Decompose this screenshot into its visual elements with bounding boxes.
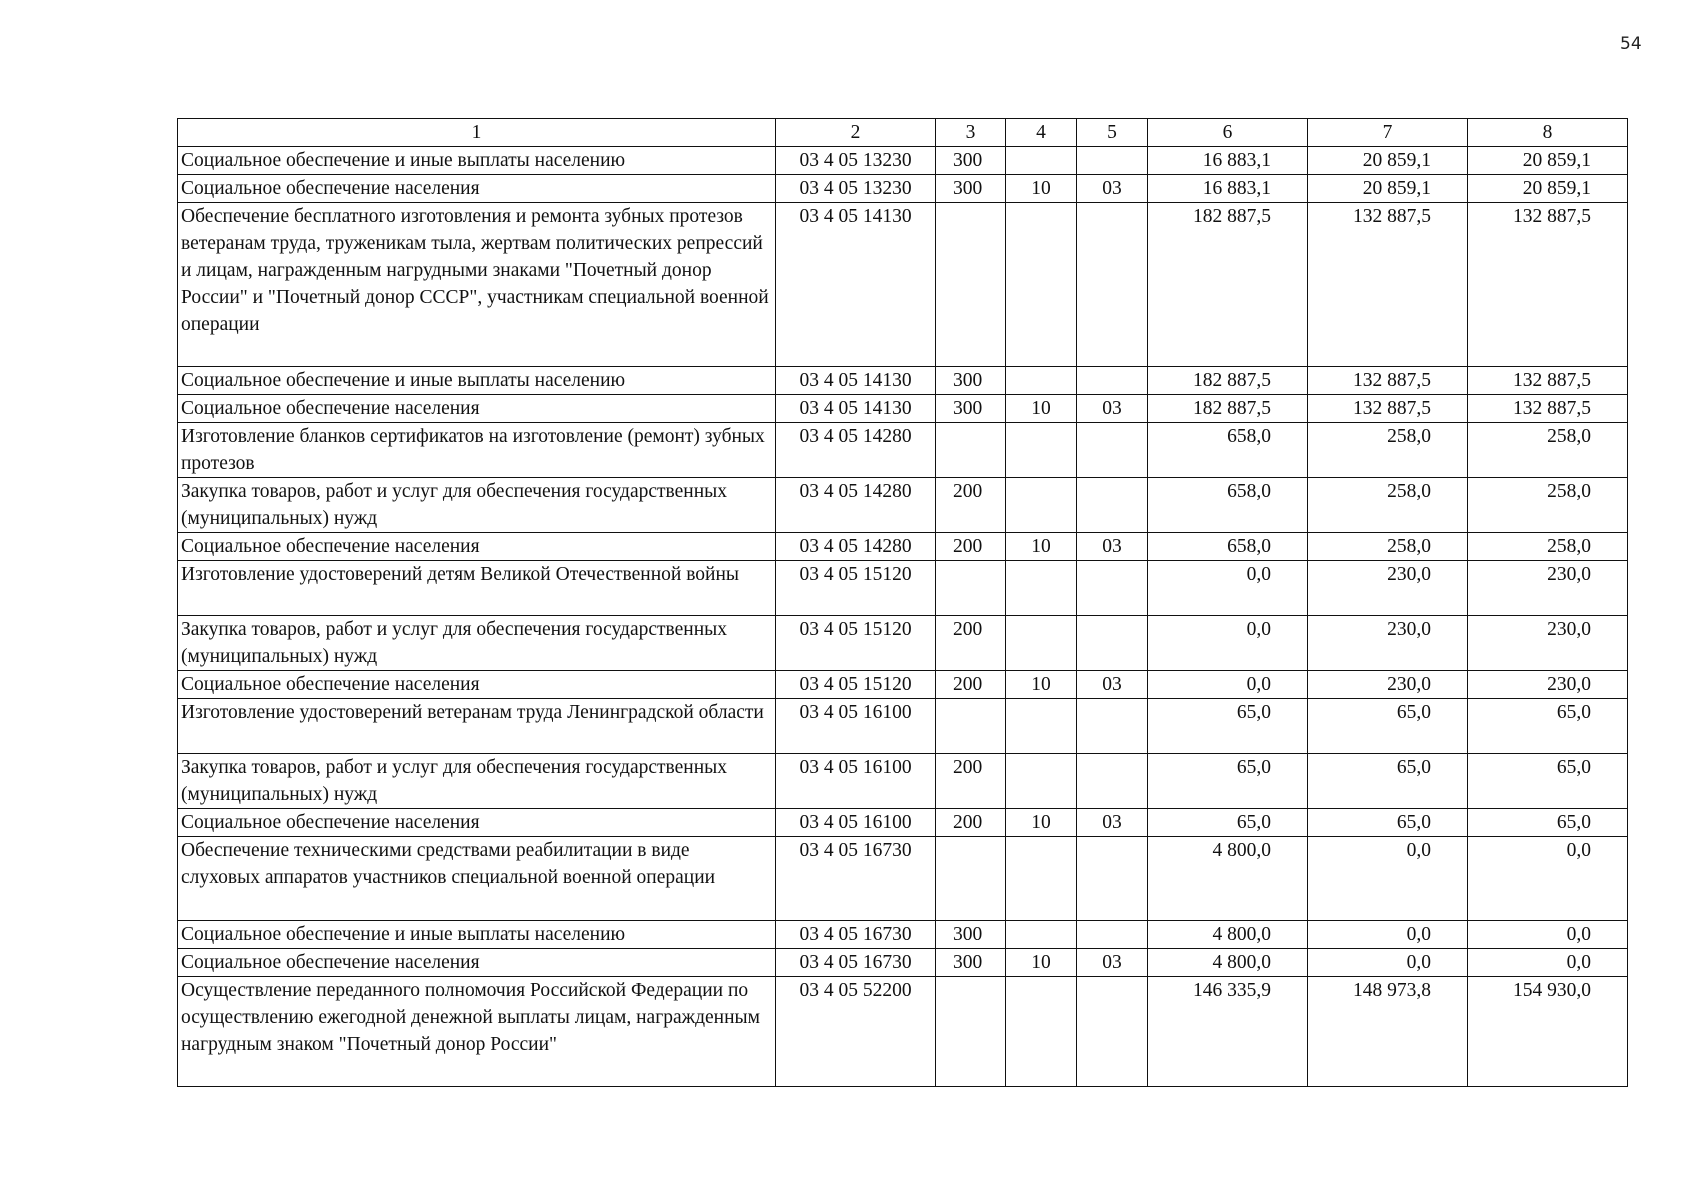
row-value-col6: 65,0 bbox=[1148, 754, 1308, 809]
row-name: Социальное обеспечение и иные выплаты населению bbox=[178, 921, 776, 949]
row-code: 03 4 05 14280 bbox=[776, 533, 936, 561]
row-pr: 03 bbox=[1077, 175, 1148, 203]
row-pr: 03 bbox=[1077, 809, 1148, 837]
row-value-col6: 182 887,5 bbox=[1148, 367, 1308, 395]
row-code: 03 4 05 16100 bbox=[776, 809, 936, 837]
header-cell: 6 bbox=[1148, 119, 1308, 147]
row-value-col8: 65,0 bbox=[1468, 699, 1628, 754]
row-code: 03 4 05 14280 bbox=[776, 478, 936, 533]
row-vr bbox=[936, 977, 1006, 1087]
row-code: 03 4 05 16730 bbox=[776, 837, 936, 921]
row-pr bbox=[1077, 977, 1148, 1087]
row-name: Социальное обеспечение и иные выплаты населению bbox=[178, 367, 776, 395]
row-code: 03 4 05 16730 bbox=[776, 949, 936, 977]
row-value-col7: 0,0 bbox=[1308, 949, 1468, 977]
row-rz: 10 bbox=[1006, 175, 1077, 203]
row-value-col6: 16 883,1 bbox=[1148, 175, 1308, 203]
row-name: Изготовление удостоверений ветеранам труда Ленинградской области bbox=[178, 699, 776, 754]
row-value-col6: 182 887,5 bbox=[1148, 203, 1308, 367]
table-row bbox=[178, 395, 1628, 423]
row-value-col6: 65,0 bbox=[1148, 809, 1308, 837]
row-value-col7: 0,0 bbox=[1308, 837, 1468, 921]
row-name: Изготовление удостоверений детям Великой Отечественной войны bbox=[178, 561, 776, 616]
row-value-col6: 0,0 bbox=[1148, 671, 1308, 699]
row-value-col6: 65,0 bbox=[1148, 699, 1308, 754]
row-value-col7: 20 859,1 bbox=[1308, 175, 1468, 203]
table-row bbox=[178, 921, 1628, 949]
header-cell: 4 bbox=[1006, 119, 1077, 147]
row-rz bbox=[1006, 203, 1077, 367]
row-value-col7: 132 887,5 bbox=[1308, 367, 1468, 395]
row-value-col8: 20 859,1 bbox=[1468, 147, 1628, 175]
row-value-col7: 230,0 bbox=[1308, 561, 1468, 616]
row-rz: 10 bbox=[1006, 671, 1077, 699]
row-rz bbox=[1006, 754, 1077, 809]
row-value-col6: 16 883,1 bbox=[1148, 147, 1308, 175]
table-row bbox=[178, 949, 1628, 977]
table-row bbox=[178, 533, 1628, 561]
table-row bbox=[178, 561, 1628, 616]
row-rz bbox=[1006, 921, 1077, 949]
row-name: Социальное обеспечение населения bbox=[178, 671, 776, 699]
table-row bbox=[178, 203, 1628, 367]
row-value-col6: 658,0 bbox=[1148, 478, 1308, 533]
row-name: Социальное обеспечение и иные выплаты населению bbox=[178, 147, 776, 175]
row-name: Изготовление бланков сертификатов на изготовление (ремонт) зубных протезов bbox=[178, 423, 776, 478]
table-row bbox=[178, 977, 1628, 1087]
row-code: 03 4 05 14130 bbox=[776, 395, 936, 423]
row-code: 03 4 05 16100 bbox=[776, 754, 936, 809]
row-code: 03 4 05 15120 bbox=[776, 561, 936, 616]
row-value-col8: 132 887,5 bbox=[1468, 203, 1628, 367]
row-code: 03 4 05 14130 bbox=[776, 367, 936, 395]
row-vr bbox=[936, 561, 1006, 616]
row-value-col7: 20 859,1 bbox=[1308, 147, 1468, 175]
row-vr bbox=[936, 837, 1006, 921]
row-value-col7: 65,0 bbox=[1308, 754, 1468, 809]
row-value-col8: 258,0 bbox=[1468, 478, 1628, 533]
row-pr: 03 bbox=[1077, 949, 1148, 977]
row-value-col6: 658,0 bbox=[1148, 423, 1308, 478]
row-rz bbox=[1006, 699, 1077, 754]
row-value-col7: 258,0 bbox=[1308, 533, 1468, 561]
row-value-col8: 258,0 bbox=[1468, 423, 1628, 478]
header-cell: 5 bbox=[1077, 119, 1148, 147]
row-value-col7: 65,0 bbox=[1308, 809, 1468, 837]
row-pr bbox=[1077, 561, 1148, 616]
row-value-col7: 132 887,5 bbox=[1308, 203, 1468, 367]
table-row bbox=[178, 754, 1628, 809]
row-name: Обеспечение техническими средствами реабилитации в виде слуховых аппаратов участников специальной военной операции bbox=[178, 837, 776, 921]
row-code: 03 4 05 14280 bbox=[776, 423, 936, 478]
row-value-col6: 0,0 bbox=[1148, 561, 1308, 616]
row-pr bbox=[1077, 837, 1148, 921]
row-code: 03 4 05 52200 bbox=[776, 977, 936, 1087]
row-name: Закупка товаров, работ и услуг для обеспечения государственных (муниципальных) нужд bbox=[178, 478, 776, 533]
row-code: 03 4 05 16730 bbox=[776, 921, 936, 949]
row-vr: 200 bbox=[936, 533, 1006, 561]
row-rz bbox=[1006, 147, 1077, 175]
row-vr: 300 bbox=[936, 147, 1006, 175]
table-row bbox=[178, 423, 1628, 478]
page-number: 54 bbox=[1620, 34, 1642, 54]
table-row bbox=[178, 147, 1628, 175]
row-rz bbox=[1006, 423, 1077, 478]
row-pr bbox=[1077, 754, 1148, 809]
row-vr: 200 bbox=[936, 478, 1006, 533]
row-vr: 200 bbox=[936, 809, 1006, 837]
row-vr: 300 bbox=[936, 921, 1006, 949]
row-rz bbox=[1006, 367, 1077, 395]
row-pr bbox=[1077, 423, 1148, 478]
row-vr bbox=[936, 423, 1006, 478]
table-header-row bbox=[178, 119, 1628, 147]
row-rz bbox=[1006, 837, 1077, 921]
row-pr bbox=[1077, 147, 1148, 175]
row-rz bbox=[1006, 561, 1077, 616]
row-value-col8: 0,0 bbox=[1468, 949, 1628, 977]
row-value-col7: 230,0 bbox=[1308, 616, 1468, 671]
header-cell: 8 bbox=[1468, 119, 1628, 147]
row-code: 03 4 05 15120 bbox=[776, 671, 936, 699]
row-name: Закупка товаров, работ и услуг для обеспечения государственных (муниципальных) нужд bbox=[178, 616, 776, 671]
row-value-col8: 65,0 bbox=[1468, 754, 1628, 809]
row-code: 03 4 05 16100 bbox=[776, 699, 936, 754]
table-row bbox=[178, 699, 1628, 754]
row-value-col7: 258,0 bbox=[1308, 478, 1468, 533]
table-row bbox=[178, 671, 1628, 699]
row-vr: 200 bbox=[936, 754, 1006, 809]
row-value-col8: 132 887,5 bbox=[1468, 395, 1628, 423]
row-pr bbox=[1077, 367, 1148, 395]
row-value-col6: 146 335,9 bbox=[1148, 977, 1308, 1087]
table-row bbox=[178, 175, 1628, 203]
row-value-col7: 230,0 bbox=[1308, 671, 1468, 699]
row-value-col7: 148 973,8 bbox=[1308, 977, 1468, 1087]
row-value-col8: 20 859,1 bbox=[1468, 175, 1628, 203]
table-row bbox=[178, 367, 1628, 395]
header-cell: 7 bbox=[1308, 119, 1468, 147]
row-code: 03 4 05 14130 bbox=[776, 203, 936, 367]
row-pr bbox=[1077, 616, 1148, 671]
row-pr bbox=[1077, 203, 1148, 367]
row-pr bbox=[1077, 921, 1148, 949]
row-pr: 03 bbox=[1077, 395, 1148, 423]
row-code: 03 4 05 15120 bbox=[776, 616, 936, 671]
row-vr: 300 bbox=[936, 175, 1006, 203]
row-value-col8: 0,0 bbox=[1468, 921, 1628, 949]
row-vr bbox=[936, 203, 1006, 367]
row-rz bbox=[1006, 977, 1077, 1087]
row-pr bbox=[1077, 699, 1148, 754]
row-value-col8: 65,0 bbox=[1468, 809, 1628, 837]
row-name: Социальное обеспечение населения bbox=[178, 175, 776, 203]
row-vr: 200 bbox=[936, 671, 1006, 699]
table-row bbox=[178, 809, 1628, 837]
row-pr: 03 bbox=[1077, 671, 1148, 699]
row-rz: 10 bbox=[1006, 395, 1077, 423]
row-name: Социальное обеспечение населения bbox=[178, 809, 776, 837]
row-value-col8: 154 930,0 bbox=[1468, 977, 1628, 1087]
row-value-col7: 258,0 bbox=[1308, 423, 1468, 478]
row-value-col6: 0,0 bbox=[1148, 616, 1308, 671]
row-name: Социальное обеспечение населения bbox=[178, 949, 776, 977]
row-name: Социальное обеспечение населения bbox=[178, 395, 776, 423]
row-name: Закупка товаров, работ и услуг для обеспечения государственных (муниципальных) нужд bbox=[178, 754, 776, 809]
row-value-col7: 65,0 bbox=[1308, 699, 1468, 754]
table-row bbox=[178, 837, 1628, 921]
row-vr bbox=[936, 699, 1006, 754]
row-rz bbox=[1006, 616, 1077, 671]
row-value-col8: 230,0 bbox=[1468, 616, 1628, 671]
row-vr: 200 bbox=[936, 616, 1006, 671]
row-code: 03 4 05 13230 bbox=[776, 175, 936, 203]
row-rz: 10 bbox=[1006, 809, 1077, 837]
row-value-col6: 4 800,0 bbox=[1148, 921, 1308, 949]
header-cell: 2 bbox=[776, 119, 936, 147]
row-value-col8: 230,0 bbox=[1468, 671, 1628, 699]
row-value-col7: 0,0 bbox=[1308, 921, 1468, 949]
header-cell: 1 bbox=[178, 119, 776, 147]
row-name: Социальное обеспечение населения bbox=[178, 533, 776, 561]
row-value-col8: 258,0 bbox=[1468, 533, 1628, 561]
row-value-col8: 0,0 bbox=[1468, 837, 1628, 921]
header-cell: 3 bbox=[936, 119, 1006, 147]
row-rz: 10 bbox=[1006, 949, 1077, 977]
row-rz: 10 bbox=[1006, 533, 1077, 561]
row-rz bbox=[1006, 478, 1077, 533]
row-name: Осуществление переданного полномочия Российской Федерации по осуществлению ежегодной денежной выплаты лицам, награжденным нагрудным знаком "Почетный донор России" bbox=[178, 977, 776, 1087]
table-row bbox=[178, 616, 1628, 671]
row-pr bbox=[1077, 478, 1148, 533]
table-row bbox=[178, 478, 1628, 533]
row-code: 03 4 05 13230 bbox=[776, 147, 936, 175]
row-value-col8: 230,0 bbox=[1468, 561, 1628, 616]
row-value-col6: 4 800,0 bbox=[1148, 949, 1308, 977]
row-value-col6: 182 887,5 bbox=[1148, 395, 1308, 423]
row-value-col6: 658,0 bbox=[1148, 533, 1308, 561]
row-value-col7: 132 887,5 bbox=[1308, 395, 1468, 423]
row-value-col6: 4 800,0 bbox=[1148, 837, 1308, 921]
row-pr: 03 bbox=[1077, 533, 1148, 561]
row-vr: 300 bbox=[936, 395, 1006, 423]
row-name: Обеспечение бесплатного изготовления и ремонта зубных протезов ветеранам труда, труженикам тыла, жертвам политических репрессий и лицам, награжденным нагрудными знаками "Почетный донор России" и "Почетный донор СССР", участникам специальной военной операции bbox=[178, 203, 776, 367]
row-vr: 300 bbox=[936, 949, 1006, 977]
row-vr: 300 bbox=[936, 367, 1006, 395]
budget-table bbox=[177, 118, 1628, 1087]
row-value-col8: 132 887,5 bbox=[1468, 367, 1628, 395]
